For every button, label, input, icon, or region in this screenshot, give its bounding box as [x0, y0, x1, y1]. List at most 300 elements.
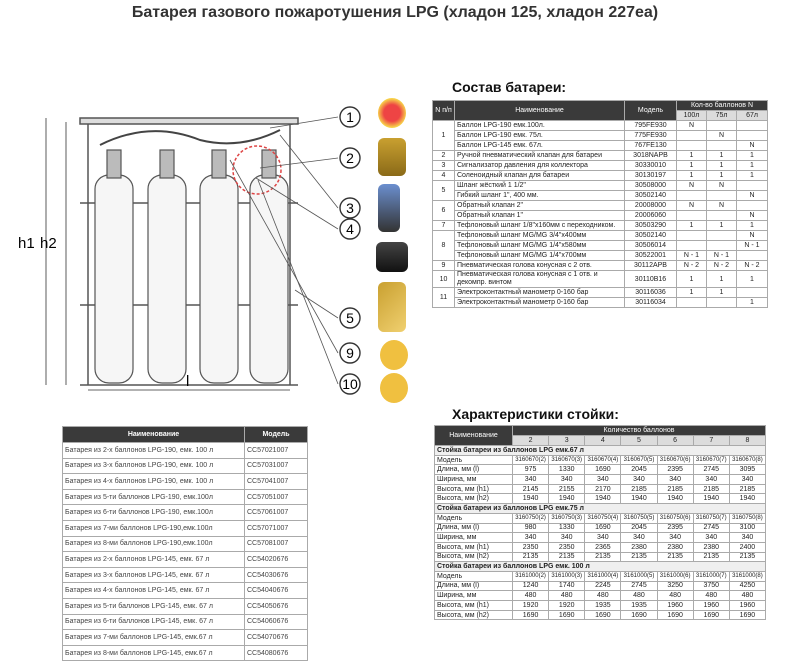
composition-row	[433, 171, 768, 181]
model-name: Батарея из 6-ти баллонов LPG-190, емк.100л	[63, 505, 245, 521]
composition-row	[433, 131, 768, 141]
spec-value: 1940	[729, 494, 765, 504]
count-100	[677, 131, 707, 141]
spec-row	[435, 610, 766, 620]
spec-label: Высота, мм (h2)	[435, 552, 513, 562]
model-row	[63, 520, 308, 536]
spec-label: Высота, мм (h1)	[435, 484, 513, 494]
count-100: 1	[677, 221, 707, 231]
row-model: 30506014	[625, 241, 677, 251]
row-number: 6	[433, 201, 455, 221]
callout-number: 10	[342, 376, 358, 392]
specs-col-count: Количество баллонов	[513, 426, 766, 436]
spec-label: Модель	[435, 513, 513, 523]
hose-icon	[378, 282, 406, 332]
h2-label: h2	[40, 235, 57, 252]
model-row	[63, 536, 308, 552]
count-100	[677, 211, 707, 221]
spec-value: 1940	[549, 494, 585, 504]
row-number: 8	[433, 231, 455, 261]
model-model: CC57061007	[245, 505, 308, 521]
count-100	[677, 191, 707, 201]
spec-label: Высота, мм (h2)	[435, 610, 513, 620]
spec-value: 1740	[549, 581, 585, 591]
row-name: Ручной пневматический клапан для батареи	[455, 151, 625, 161]
composition-row	[433, 141, 768, 151]
spec-value: 1690	[549, 610, 585, 620]
row-number: 7	[433, 221, 455, 231]
model-row	[63, 552, 308, 568]
spec-value: 1935	[621, 601, 657, 611]
count-header: 7	[693, 436, 729, 446]
spec-value: 340	[729, 475, 765, 485]
spec-label: Ширина, мм	[435, 591, 513, 601]
models-col-name: Наименование	[63, 427, 245, 443]
spec-value: 2135	[621, 552, 657, 562]
row-name: Обратный клапан 1"	[455, 211, 625, 221]
spec-value: 2045	[621, 465, 657, 475]
col-count: Кол-во баллонов N	[677, 101, 768, 111]
count-75: 1	[707, 288, 737, 298]
spec-label: Длина, мм (l)	[435, 581, 513, 591]
count-75	[707, 191, 737, 201]
row-number: 9	[433, 261, 455, 271]
row-model: 30110B16	[625, 271, 677, 288]
row-name: Пневматическая голова конусная с 1 отв. и декомпр. винтом	[455, 271, 625, 288]
model-name: Батарея из 2-х баллонов LPG-190, емк. 100 л	[63, 443, 245, 459]
callout-number: 4	[346, 221, 354, 237]
spec-value: 1690	[585, 465, 621, 475]
model-row	[63, 474, 308, 490]
count-75	[707, 121, 737, 131]
row-model: 30502140	[625, 191, 677, 201]
composition-row	[433, 201, 768, 211]
spec-value: 3160750(5)	[621, 513, 657, 523]
page-title: Батарея газового пожаротушения LPG (хладон 125, хладон 227еа)	[131, 4, 659, 21]
model-name: Батарея из 4-х баллонов LPG-190, емк. 100 л	[63, 474, 245, 490]
count-75: N	[707, 181, 737, 191]
spec-row	[435, 552, 766, 562]
spec-section-title: Стойка батареи из баллонов LPG емк.75 л	[435, 504, 766, 514]
model-name: Батарея из 3-х баллонов LPG-190, емк. 100 л	[63, 458, 245, 474]
model-model: CC54030676	[245, 567, 308, 583]
count-75: 1	[707, 271, 737, 288]
spec-value: 2380	[621, 542, 657, 552]
model-model: CC54070676	[245, 630, 308, 646]
count-75: N - 2	[707, 261, 737, 271]
spec-value: 340	[513, 533, 549, 543]
spec-value: 1240	[513, 581, 549, 591]
row-name: Электроконтактный манометр 0-160 бар	[455, 288, 625, 298]
model-name: Батарея из 6-ти баллонов LPG-145, емк. 67 л	[63, 614, 245, 630]
count-75: N	[707, 201, 737, 211]
spec-value: 1940	[657, 494, 693, 504]
spec-value: 3161000(3)	[549, 571, 585, 581]
model-model: CC54040676	[245, 583, 308, 599]
spec-row	[435, 465, 766, 475]
spec-row	[435, 571, 766, 581]
specs-col-name: Наименование	[435, 426, 513, 446]
count-67: N - 1	[737, 241, 768, 251]
spec-value: 1960	[657, 601, 693, 611]
spec-value: 340	[657, 475, 693, 485]
spec-value: 1690	[657, 610, 693, 620]
spec-value: 1690	[693, 610, 729, 620]
spec-value: 2155	[549, 484, 585, 494]
spec-value: 480	[549, 591, 585, 601]
count-header: 2	[513, 436, 549, 446]
spec-section-row	[435, 562, 766, 572]
length-label: l	[186, 373, 190, 390]
models-table	[62, 426, 308, 661]
spec-section-row	[435, 446, 766, 456]
spec-value: 2745	[693, 523, 729, 533]
row-model: 3018NAPB	[625, 151, 677, 161]
row-model: 30508000	[625, 181, 677, 191]
count-67	[737, 131, 768, 141]
row-name: Соленоидный клапан для батареи	[455, 171, 625, 181]
spec-value: 3160670(8)	[729, 455, 765, 465]
model-model: CC57081007	[245, 536, 308, 552]
model-row	[63, 489, 308, 505]
row-model: 775FE930	[625, 131, 677, 141]
spec-value: 480	[657, 591, 693, 601]
spec-value: 1690	[585, 610, 621, 620]
row-number: 11	[433, 288, 455, 308]
composition-heading: Состав батареи:	[452, 79, 567, 95]
model-name: Батарея из 5-ти баллонов LPG-145, емк. 67 л	[63, 598, 245, 614]
spec-row	[435, 494, 766, 504]
count-75	[707, 298, 737, 308]
count-67	[737, 251, 768, 261]
spec-value: 340	[657, 533, 693, 543]
row-number: 4	[433, 171, 455, 181]
spec-row	[435, 475, 766, 485]
row-model: 30502140	[625, 231, 677, 241]
spec-value: 1960	[729, 601, 765, 611]
spec-label: Ширина, мм	[435, 533, 513, 543]
spec-value: 340	[513, 475, 549, 485]
count-75: 1	[707, 151, 737, 161]
cylinder-valve	[212, 150, 226, 178]
spec-value: 3161000(8)	[729, 571, 765, 581]
composition-row	[433, 298, 768, 308]
spec-row	[435, 513, 766, 523]
spec-value: 2350	[549, 542, 585, 552]
composition-row	[433, 271, 768, 288]
composition-row	[433, 231, 768, 241]
spec-value: 480	[585, 591, 621, 601]
model-model: CC54060676	[245, 614, 308, 630]
spec-value: 3160670(7)	[693, 455, 729, 465]
model-name: Батарея из 7-ми баллонов LPG-190,емк.100л	[63, 520, 245, 536]
col-100: 100л	[677, 111, 707, 121]
spec-value: 3160750(8)	[729, 513, 765, 523]
spec-section-title: Стойка батареи из баллонов LPG емк. 100 л	[435, 562, 766, 572]
count-67: 1	[737, 221, 768, 231]
composition-row	[433, 251, 768, 261]
spec-value: 1690	[729, 610, 765, 620]
spec-value: 1940	[693, 494, 729, 504]
count-100: 1	[677, 271, 707, 288]
count-header: 8	[729, 436, 765, 446]
composition-row	[433, 288, 768, 298]
count-75	[707, 141, 737, 151]
count-75: N	[707, 131, 737, 141]
row-name: Шланг жёсткий 1 1/2"	[455, 181, 625, 191]
row-name: Пневматическая голова конусная с 2 отв.	[455, 261, 625, 271]
spec-value: 480	[729, 591, 765, 601]
spec-value: 2395	[657, 523, 693, 533]
composition-row	[433, 181, 768, 191]
count-67: 1	[737, 298, 768, 308]
col-75: 75л	[707, 111, 737, 121]
row-name: Сигнализатор давления для коллектора	[455, 161, 625, 171]
count-67	[737, 288, 768, 298]
pneumatic-valve-icon	[378, 138, 406, 176]
count-75: 1	[707, 221, 737, 231]
callout-number: 1	[346, 109, 354, 125]
model-model: CC54050676	[245, 598, 308, 614]
spec-value: 3161000(5)	[621, 571, 657, 581]
model-row	[63, 614, 308, 630]
row-model: 30330010	[625, 161, 677, 171]
spec-value: 3160670(5)	[621, 455, 657, 465]
composition-table	[432, 100, 768, 308]
spec-value: 340	[693, 533, 729, 543]
count-100: N	[677, 201, 707, 211]
spec-row	[435, 484, 766, 494]
col-num: N п/п	[433, 101, 455, 121]
count-100: N - 2	[677, 261, 707, 271]
spec-label: Высота, мм (h2)	[435, 494, 513, 504]
composition-row	[433, 261, 768, 271]
spec-value: 2185	[621, 484, 657, 494]
count-75: 1	[707, 161, 737, 171]
spec-value: 1940	[621, 494, 657, 504]
spec-value: 2380	[657, 542, 693, 552]
row-model: 767FE130	[625, 141, 677, 151]
count-100: N	[677, 181, 707, 191]
spec-value: 340	[585, 533, 621, 543]
model-model: CC57021007	[245, 443, 308, 459]
spec-value: 1330	[549, 523, 585, 533]
spec-value: 340	[549, 475, 585, 485]
row-name: Обратный клапан 2"	[455, 201, 625, 211]
row-model: 20006060	[625, 211, 677, 221]
col-name: Наименование	[455, 101, 625, 121]
spec-value: 2395	[657, 465, 693, 475]
spec-value: 480	[513, 591, 549, 601]
spec-value: 3250	[657, 581, 693, 591]
count-67: N	[737, 231, 768, 241]
model-row	[63, 443, 308, 459]
row-name: Баллон LPG-190 емк. 75л.	[455, 131, 625, 141]
spec-value: 3161000(7)	[693, 571, 729, 581]
spec-value: 2135	[585, 552, 621, 562]
spec-value: 2170	[585, 484, 621, 494]
spec-row	[435, 542, 766, 552]
spec-value: 2135	[549, 552, 585, 562]
spec-row	[435, 591, 766, 601]
count-75: 1	[707, 171, 737, 181]
callout-number: 2	[346, 150, 354, 166]
pressure-switch-icon	[378, 184, 400, 232]
row-number: 1	[433, 121, 455, 151]
specs-table	[434, 425, 766, 620]
count-75	[707, 211, 737, 221]
spec-value: 2245	[585, 581, 621, 591]
spec-value: 3160750(7)	[693, 513, 729, 523]
spec-value: 2350	[513, 542, 549, 552]
model-name: Батарея из 3-х баллонов LPG-145, емк. 67 л	[63, 567, 245, 583]
row-model: 30116034	[625, 298, 677, 308]
spec-value: 2135	[693, 552, 729, 562]
spec-label: Модель	[435, 455, 513, 465]
row-model: 20008000	[625, 201, 677, 211]
composition-row	[433, 151, 768, 161]
model-model: CC57071007	[245, 520, 308, 536]
spec-value: 1920	[513, 601, 549, 611]
spec-value: 3160750(3)	[549, 513, 585, 523]
count-100: 1	[677, 171, 707, 181]
spec-label: Длина, мм (l)	[435, 465, 513, 475]
count-header: 6	[657, 436, 693, 446]
spec-value: 2185	[693, 484, 729, 494]
count-100: N	[677, 121, 707, 131]
composition-row	[433, 191, 768, 201]
row-name: Тефлоновый шланг MG/MG 1/4"x580мм	[455, 241, 625, 251]
spec-row	[435, 601, 766, 611]
model-model: CC54020676	[245, 552, 308, 568]
model-name: Батарея из 8-ми баллонов LPG-145, емк.67 л	[63, 645, 245, 661]
count-100: 1	[677, 288, 707, 298]
count-100: 1	[677, 161, 707, 171]
count-67: N - 2	[737, 261, 768, 271]
count-67: 1	[737, 171, 768, 181]
spec-value: 1940	[585, 494, 621, 504]
callout-number: 9	[346, 345, 354, 361]
model-name: Батарея из 8-ми баллонов LPG-190,емк.100л	[63, 536, 245, 552]
col-67: 67л	[737, 111, 768, 121]
model-name: Батарея из 7-ми баллонов LPG-145, емк.67 л	[63, 630, 245, 646]
spec-value: 1940	[513, 494, 549, 504]
model-row	[63, 505, 308, 521]
spec-value: 975	[513, 465, 549, 475]
model-model: CC57041007	[245, 474, 308, 490]
composition-row	[433, 241, 768, 251]
spec-value: 3160670(3)	[549, 455, 585, 465]
h1-label: h1	[18, 235, 35, 252]
spec-value: 3161000(4)	[585, 571, 621, 581]
row-name: Тефлоновый шланг MG/MG 3/4"x400мм	[455, 231, 625, 241]
col-model: Модель	[625, 101, 677, 121]
cylinder-valve	[107, 150, 121, 178]
spec-label: Высота, мм (h1)	[435, 542, 513, 552]
spec-row	[435, 533, 766, 543]
count-100	[677, 241, 707, 251]
spec-value: 3160670(2)	[513, 455, 549, 465]
head-1-icon	[380, 373, 408, 403]
spec-value: 980	[513, 523, 549, 533]
spec-value: 340	[729, 533, 765, 543]
count-67: N	[737, 191, 768, 201]
spec-value: 3160750(4)	[585, 513, 621, 523]
spec-value: 340	[693, 475, 729, 485]
cylinder	[148, 175, 186, 383]
specs-heading: Характеристики стойки:	[452, 406, 619, 422]
spec-value: 1920	[549, 601, 585, 611]
count-100: 1	[677, 151, 707, 161]
count-header: 3	[549, 436, 585, 446]
row-name: Гибкий шланг 1", 400 мм.	[455, 191, 625, 201]
spec-value: 3161000(2)	[513, 571, 549, 581]
row-model: 795FE930	[625, 121, 677, 131]
count-75	[707, 241, 737, 251]
row-model: 30112APB	[625, 261, 677, 271]
row-name: Электроконтактный манометр 0-160 бар	[455, 298, 625, 308]
model-row	[63, 583, 308, 599]
spec-value: 3095	[729, 465, 765, 475]
spec-row	[435, 523, 766, 533]
spec-value: 1935	[585, 601, 621, 611]
count-header: 4	[585, 436, 621, 446]
row-name: Тефлоновый шланг 1/8"x160мм с переходником.	[455, 221, 625, 231]
count-header: 5	[621, 436, 657, 446]
spec-value: 340	[585, 475, 621, 485]
row-number: 5	[433, 181, 455, 201]
spec-value: 2380	[693, 542, 729, 552]
count-67	[737, 181, 768, 191]
composition-row	[433, 161, 768, 171]
composition-row	[433, 221, 768, 231]
spec-value: 3750	[693, 581, 729, 591]
count-67: N	[737, 141, 768, 151]
spec-value: 2045	[621, 523, 657, 533]
model-name: Батарея из 5-ти баллонов LPG-190, емк.100л	[63, 489, 245, 505]
count-100	[677, 231, 707, 241]
spec-value: 1690	[585, 523, 621, 533]
spec-value: 2135	[657, 552, 693, 562]
spec-value: 3160670(6)	[657, 455, 693, 465]
spec-value: 340	[621, 475, 657, 485]
spec-section-row	[435, 504, 766, 514]
spec-value: 2365	[585, 542, 621, 552]
count-67: 1	[737, 161, 768, 171]
row-model: 30503290	[625, 221, 677, 231]
count-75	[707, 231, 737, 241]
model-row	[63, 645, 308, 661]
model-row	[63, 598, 308, 614]
cylinder-valve	[262, 150, 276, 178]
row-name: Тефлоновый шланг MG/MG 1/4"x700мм	[455, 251, 625, 261]
head-2-icon	[380, 340, 408, 370]
spec-value: 4250	[729, 581, 765, 591]
manual-valve-icon	[378, 98, 406, 128]
spec-value: 340	[621, 533, 657, 543]
model-model: CC54080676	[245, 645, 308, 661]
spec-value: 480	[621, 591, 657, 601]
spec-row	[435, 581, 766, 591]
spec-label: Модель	[435, 571, 513, 581]
callout-number: 5	[346, 310, 354, 326]
battery-rack-diagram	[0, 60, 430, 405]
spec-value: 3160670(4)	[585, 455, 621, 465]
count-67: N	[737, 211, 768, 221]
count-100: N - 1	[677, 251, 707, 261]
spec-value: 340	[549, 533, 585, 543]
model-row	[63, 458, 308, 474]
